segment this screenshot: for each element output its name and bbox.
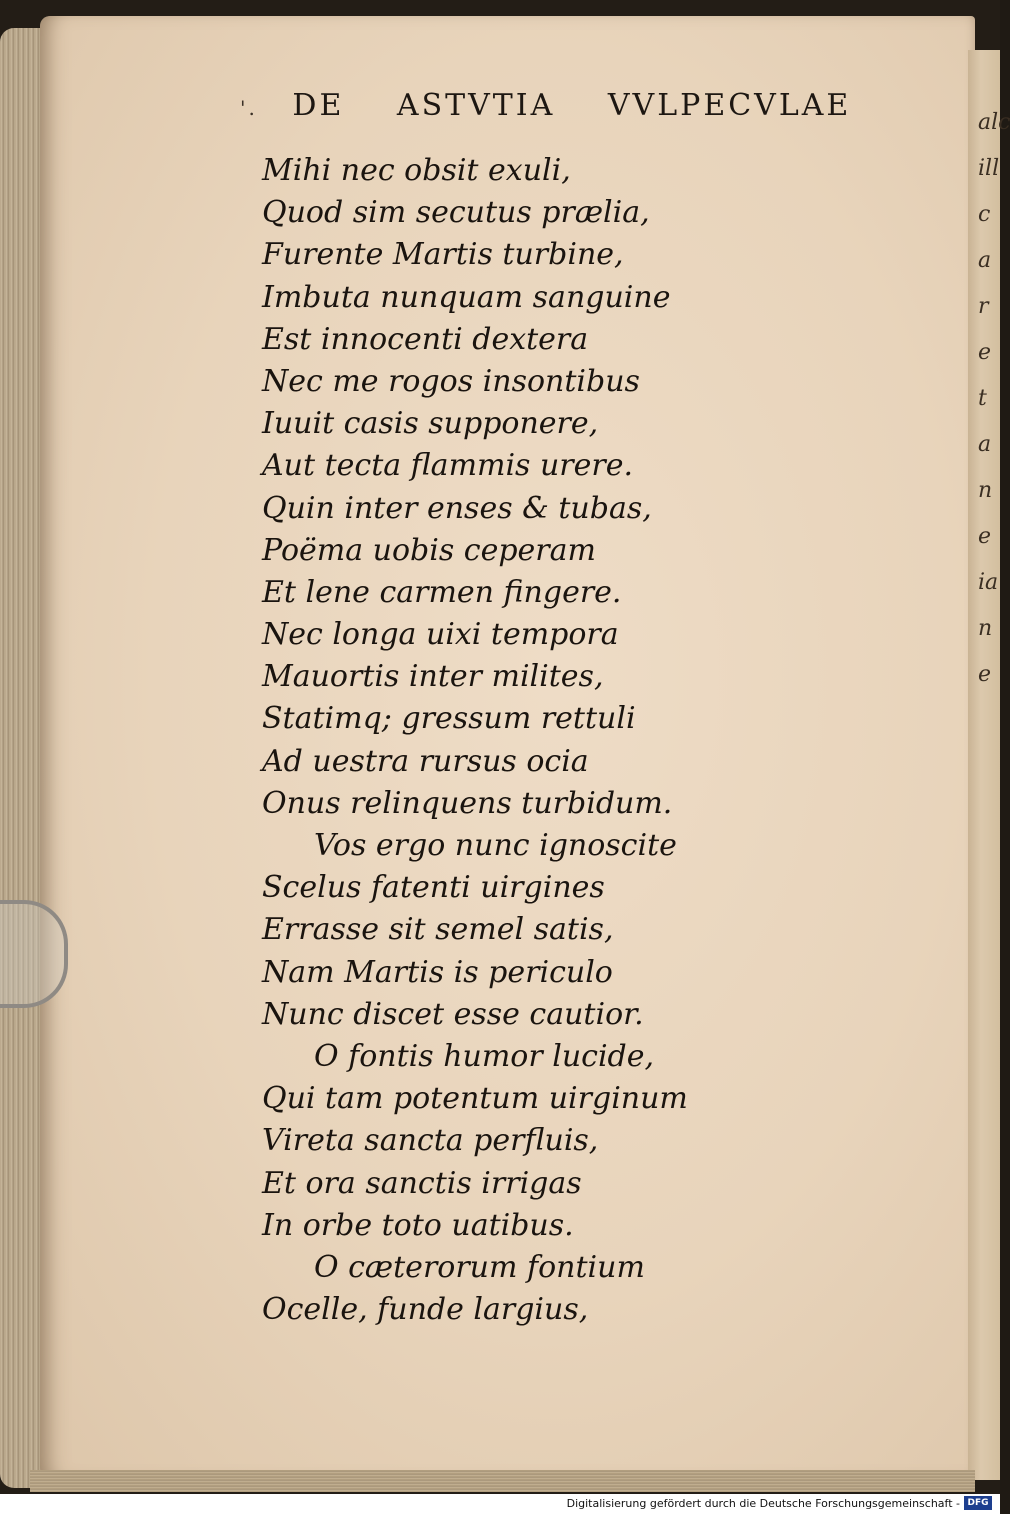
book-bottom-edge xyxy=(30,1470,975,1492)
verse-line: Nam Martis is periculo xyxy=(262,954,613,990)
next-page-fragment: ia xyxy=(978,570,999,595)
next-page-fragment: e xyxy=(978,340,992,365)
next-page-text-fragments xyxy=(978,100,1010,698)
verse-line: Nec longa uixi tempora xyxy=(262,617,619,653)
next-page-fragment: c xyxy=(978,202,991,227)
next-page-fragment: r xyxy=(978,294,989,319)
verse-line: Vos ergo nunc ignoscite xyxy=(314,828,677,863)
next-page-fragment: n xyxy=(978,616,993,641)
verse-line: Onus relinquens turbidum. xyxy=(262,785,673,821)
verse-line: Scelus fatenti uirgines xyxy=(262,870,605,906)
verse-line: Nec me rogos insontibus xyxy=(262,363,640,399)
verse-line: Quin inter enses & tubas, xyxy=(262,490,652,526)
verse-line: Vireta sancta perfluis, xyxy=(262,1123,599,1159)
verse-line: Quod sim secutus prælia, xyxy=(262,195,650,231)
header-word: DE xyxy=(292,88,345,123)
verse-line: Errasse sit semel satis, xyxy=(262,912,614,948)
next-page-fragment: n xyxy=(978,478,993,503)
verse-line: Iuuit casis supponere, xyxy=(262,406,599,442)
verse-line: Imbuta nunquam sanguine xyxy=(262,279,671,315)
verse-line: Statimq; gressum rettuli xyxy=(262,701,636,737)
next-page-fragment: a xyxy=(978,248,992,273)
verse-line: Poëma uobis ceperam xyxy=(262,532,596,568)
verse-line: In orbe toto uatibus. xyxy=(262,1207,574,1243)
header-word: ASTVTIA xyxy=(396,88,556,123)
verse-line: O cæterorum fontium xyxy=(314,1249,645,1285)
next-page-fragment: e xyxy=(978,524,992,549)
verse-line: Qui tam potentum uirginum xyxy=(262,1081,688,1117)
verse-line: Furente Martis turbine, xyxy=(262,237,624,273)
verse-line: Mihi nec obsit exuli, xyxy=(262,153,571,188)
verse-line: Est innocenti dextera xyxy=(262,321,589,357)
dfg-logo: DFG xyxy=(964,1496,992,1510)
next-page-fragment: a xyxy=(978,432,992,457)
header-mark: '. xyxy=(240,96,258,120)
poem-text xyxy=(262,150,688,1331)
verse-line: Nunc discet esse cautior. xyxy=(262,996,644,1032)
verse-line: Et lene carmen fingere. xyxy=(262,574,622,610)
header-word: VVLPECVLAE xyxy=(607,88,852,123)
next-page-fragment: ill xyxy=(978,156,1000,181)
running-header xyxy=(240,88,891,123)
verse-line: Ocelle, funde largius, xyxy=(262,1292,589,1328)
funding-credit: Digitalisierung gefördert durch die Deutsche Forschungsgemeinschaft - xyxy=(566,1497,960,1510)
verse-line: Ad uestra rursus ocia xyxy=(262,743,589,779)
verse-line: Mauortis inter milites, xyxy=(262,659,604,695)
page-clamp xyxy=(0,900,68,1008)
next-page-fragment: alc xyxy=(978,110,1010,135)
next-page-fragment: e xyxy=(978,662,992,687)
verse-line: Et ora sanctis irrigas xyxy=(262,1165,582,1201)
verse-line: O fontis humor lucide, xyxy=(314,1038,655,1074)
next-page-fragment: t xyxy=(978,386,987,411)
verse-line: Aut tecta flammis urere. xyxy=(262,448,634,484)
